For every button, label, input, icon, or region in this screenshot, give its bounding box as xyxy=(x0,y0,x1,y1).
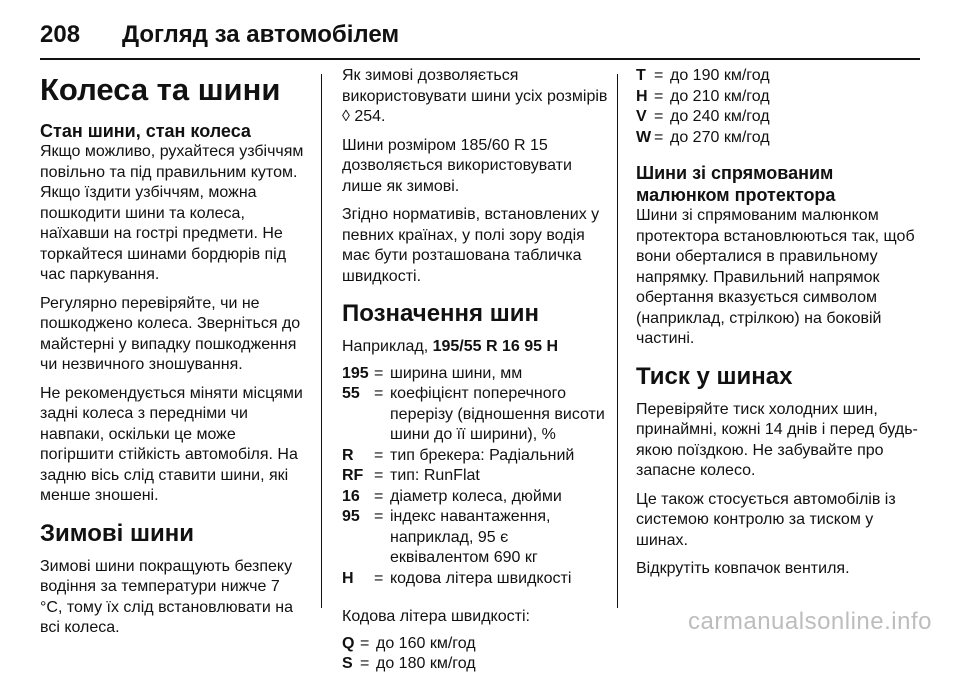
speed-row xyxy=(636,128,926,149)
equals-sign: = xyxy=(374,569,384,587)
speed-row xyxy=(342,654,610,675)
definition-value: індекс навантаження, наприклад, 95 є еквівалентом 690 кг xyxy=(390,508,551,566)
chapter-title: Колеса та шини xyxy=(40,72,281,107)
paragraph: Шини зі спрямованим малюнком протектора встановлюються так, щоб вони оберталися в правильному напрямку. Правильний напрямок обертання вказується символом (наприклад, стрілкою) на боковій частині. xyxy=(636,207,915,347)
winter-tyres-heading: Зимові шини xyxy=(40,519,194,547)
column-divider xyxy=(617,74,618,608)
speed-code-intro: Кодова літера швидкості: xyxy=(342,608,530,625)
page-header xyxy=(40,10,920,60)
definition-value: кодова літера швидкості xyxy=(390,569,572,587)
speed-letter: T xyxy=(636,67,646,84)
speed-letter: W xyxy=(636,128,652,146)
speed-row xyxy=(636,66,926,87)
definition-value: тип: RunFlat xyxy=(390,467,480,484)
speed-letter: V xyxy=(636,108,647,125)
equals-sign: = xyxy=(654,87,664,105)
equals-sign: = xyxy=(360,655,370,672)
paragraph: Якщо можливо, рухайтеся узбіччям повільно та під правильним кутом. Якщо їздити узбіччям, можна пошкодити шини та колеса, наїхавши на гострі предмети. Не торкайтеся шинами бордюрів під час паркування. xyxy=(40,143,304,283)
column-2 xyxy=(342,66,610,675)
definition-row xyxy=(342,507,610,569)
definition-key: RF xyxy=(342,467,364,484)
equals-sign: = xyxy=(360,634,370,652)
directional-tyres-heading: Шини зі спрямованим малюнком протектора xyxy=(636,163,836,205)
section-title: Догляд за автомобілем xyxy=(122,21,400,48)
definition-key: R xyxy=(342,446,354,464)
paragraph: Зимові шини покращують безпеку водіння за температури нижче 7 °C, тому їх слід встановлювати на всі колеса. xyxy=(40,557,293,636)
equals-sign: = xyxy=(374,364,384,382)
definition-row xyxy=(342,364,610,385)
speed-letter: H xyxy=(636,87,648,105)
page-number: 208 xyxy=(40,21,81,48)
definition-row xyxy=(342,446,610,467)
equals-sign: = xyxy=(654,128,664,146)
equals-sign: = xyxy=(374,446,384,464)
speed-value: до 190 км/год xyxy=(670,67,770,84)
paragraph: Як зимові дозволяється використовувати шини усіх розмірів ◊ 254. xyxy=(342,67,608,125)
example-prefix: Наприклад, xyxy=(342,338,433,355)
speed-letter: S xyxy=(342,655,353,672)
paragraph: Шини розміром 185/60 R 15 дозволяється використовувати лише як зимові. xyxy=(342,136,572,195)
paragraph: Це також стосується автомобілів із системою контролю за тиском у шинах. xyxy=(636,490,896,549)
header-divider xyxy=(40,58,920,60)
definition-key: H xyxy=(342,569,354,587)
paragraph: Перевіряйте тиск холодних шин, принаймні, кожні 14 днів і перед будь-якою поїздкою. Не забувайте про запасне колесо. xyxy=(636,400,918,479)
paragraph: Згідно нормативів, встановлених у певних країнах, у полі зору водія має бути розташована табличка швидкості. xyxy=(342,206,600,285)
equals-sign: = xyxy=(654,108,664,125)
speed-row xyxy=(342,634,610,655)
speed-value: до 160 км/год xyxy=(376,634,476,652)
watermark: carmanualsonline.info xyxy=(688,608,932,635)
equals-sign: = xyxy=(654,67,664,84)
tyre-condition-heading: Стан шини, стан колеса xyxy=(40,121,251,141)
definition-key: 95 xyxy=(342,508,360,525)
definition-row xyxy=(342,466,610,487)
equals-sign: = xyxy=(374,487,384,505)
equals-sign: = xyxy=(374,467,384,484)
definition-row xyxy=(342,569,610,590)
equals-sign: = xyxy=(374,508,384,525)
speed-value: до 180 км/год xyxy=(376,655,476,672)
definition-key: 55 xyxy=(342,385,360,402)
definition-key: 16 xyxy=(342,487,360,505)
column-1 xyxy=(40,66,306,647)
definition-value: тип брекера: Радіальний xyxy=(390,446,575,464)
speed-letter: Q xyxy=(342,634,355,652)
example-line xyxy=(342,337,610,358)
paragraph: Відкрутіть ковпачок вентиля. xyxy=(636,560,850,577)
column-divider xyxy=(321,74,322,608)
speed-value: до 210 км/год xyxy=(670,87,770,105)
speed-row xyxy=(636,87,926,108)
definition-value: діаметр колеса, дюйми xyxy=(390,487,562,505)
definition-row xyxy=(342,487,610,508)
tyre-designation-heading: Позначення шин xyxy=(342,300,539,327)
speed-value: до 270 км/год xyxy=(670,128,770,146)
paragraph: Не рекомендується міняти місцями задні колеса з передніми чи навпаки, оскільки це може погіршити стійкість автомобіля. На задню вісь слід ставити шини, які менше зношені. xyxy=(40,384,303,504)
definition-value: коефіцієнт поперечного перерізу (відношення висоти шини до її ширини), % xyxy=(390,385,605,443)
definition-row xyxy=(342,384,610,446)
equals-sign: = xyxy=(374,385,384,402)
example-code: 195/55 R 16 95 H xyxy=(432,338,559,355)
definition-value: ширина шини, мм xyxy=(390,364,523,382)
definition-key: 195 xyxy=(342,364,369,382)
paragraph: Регулярно перевіряйте, чи не пошкоджено колеса. Зверніться до майстерні у випадку пошкодження чи незвичного зношування. xyxy=(40,294,301,373)
column-3 xyxy=(636,66,926,588)
speed-row xyxy=(636,107,926,128)
speed-value: до 240 км/год xyxy=(670,108,770,125)
tyre-pressure-heading: Тиск у шинах xyxy=(636,362,793,390)
